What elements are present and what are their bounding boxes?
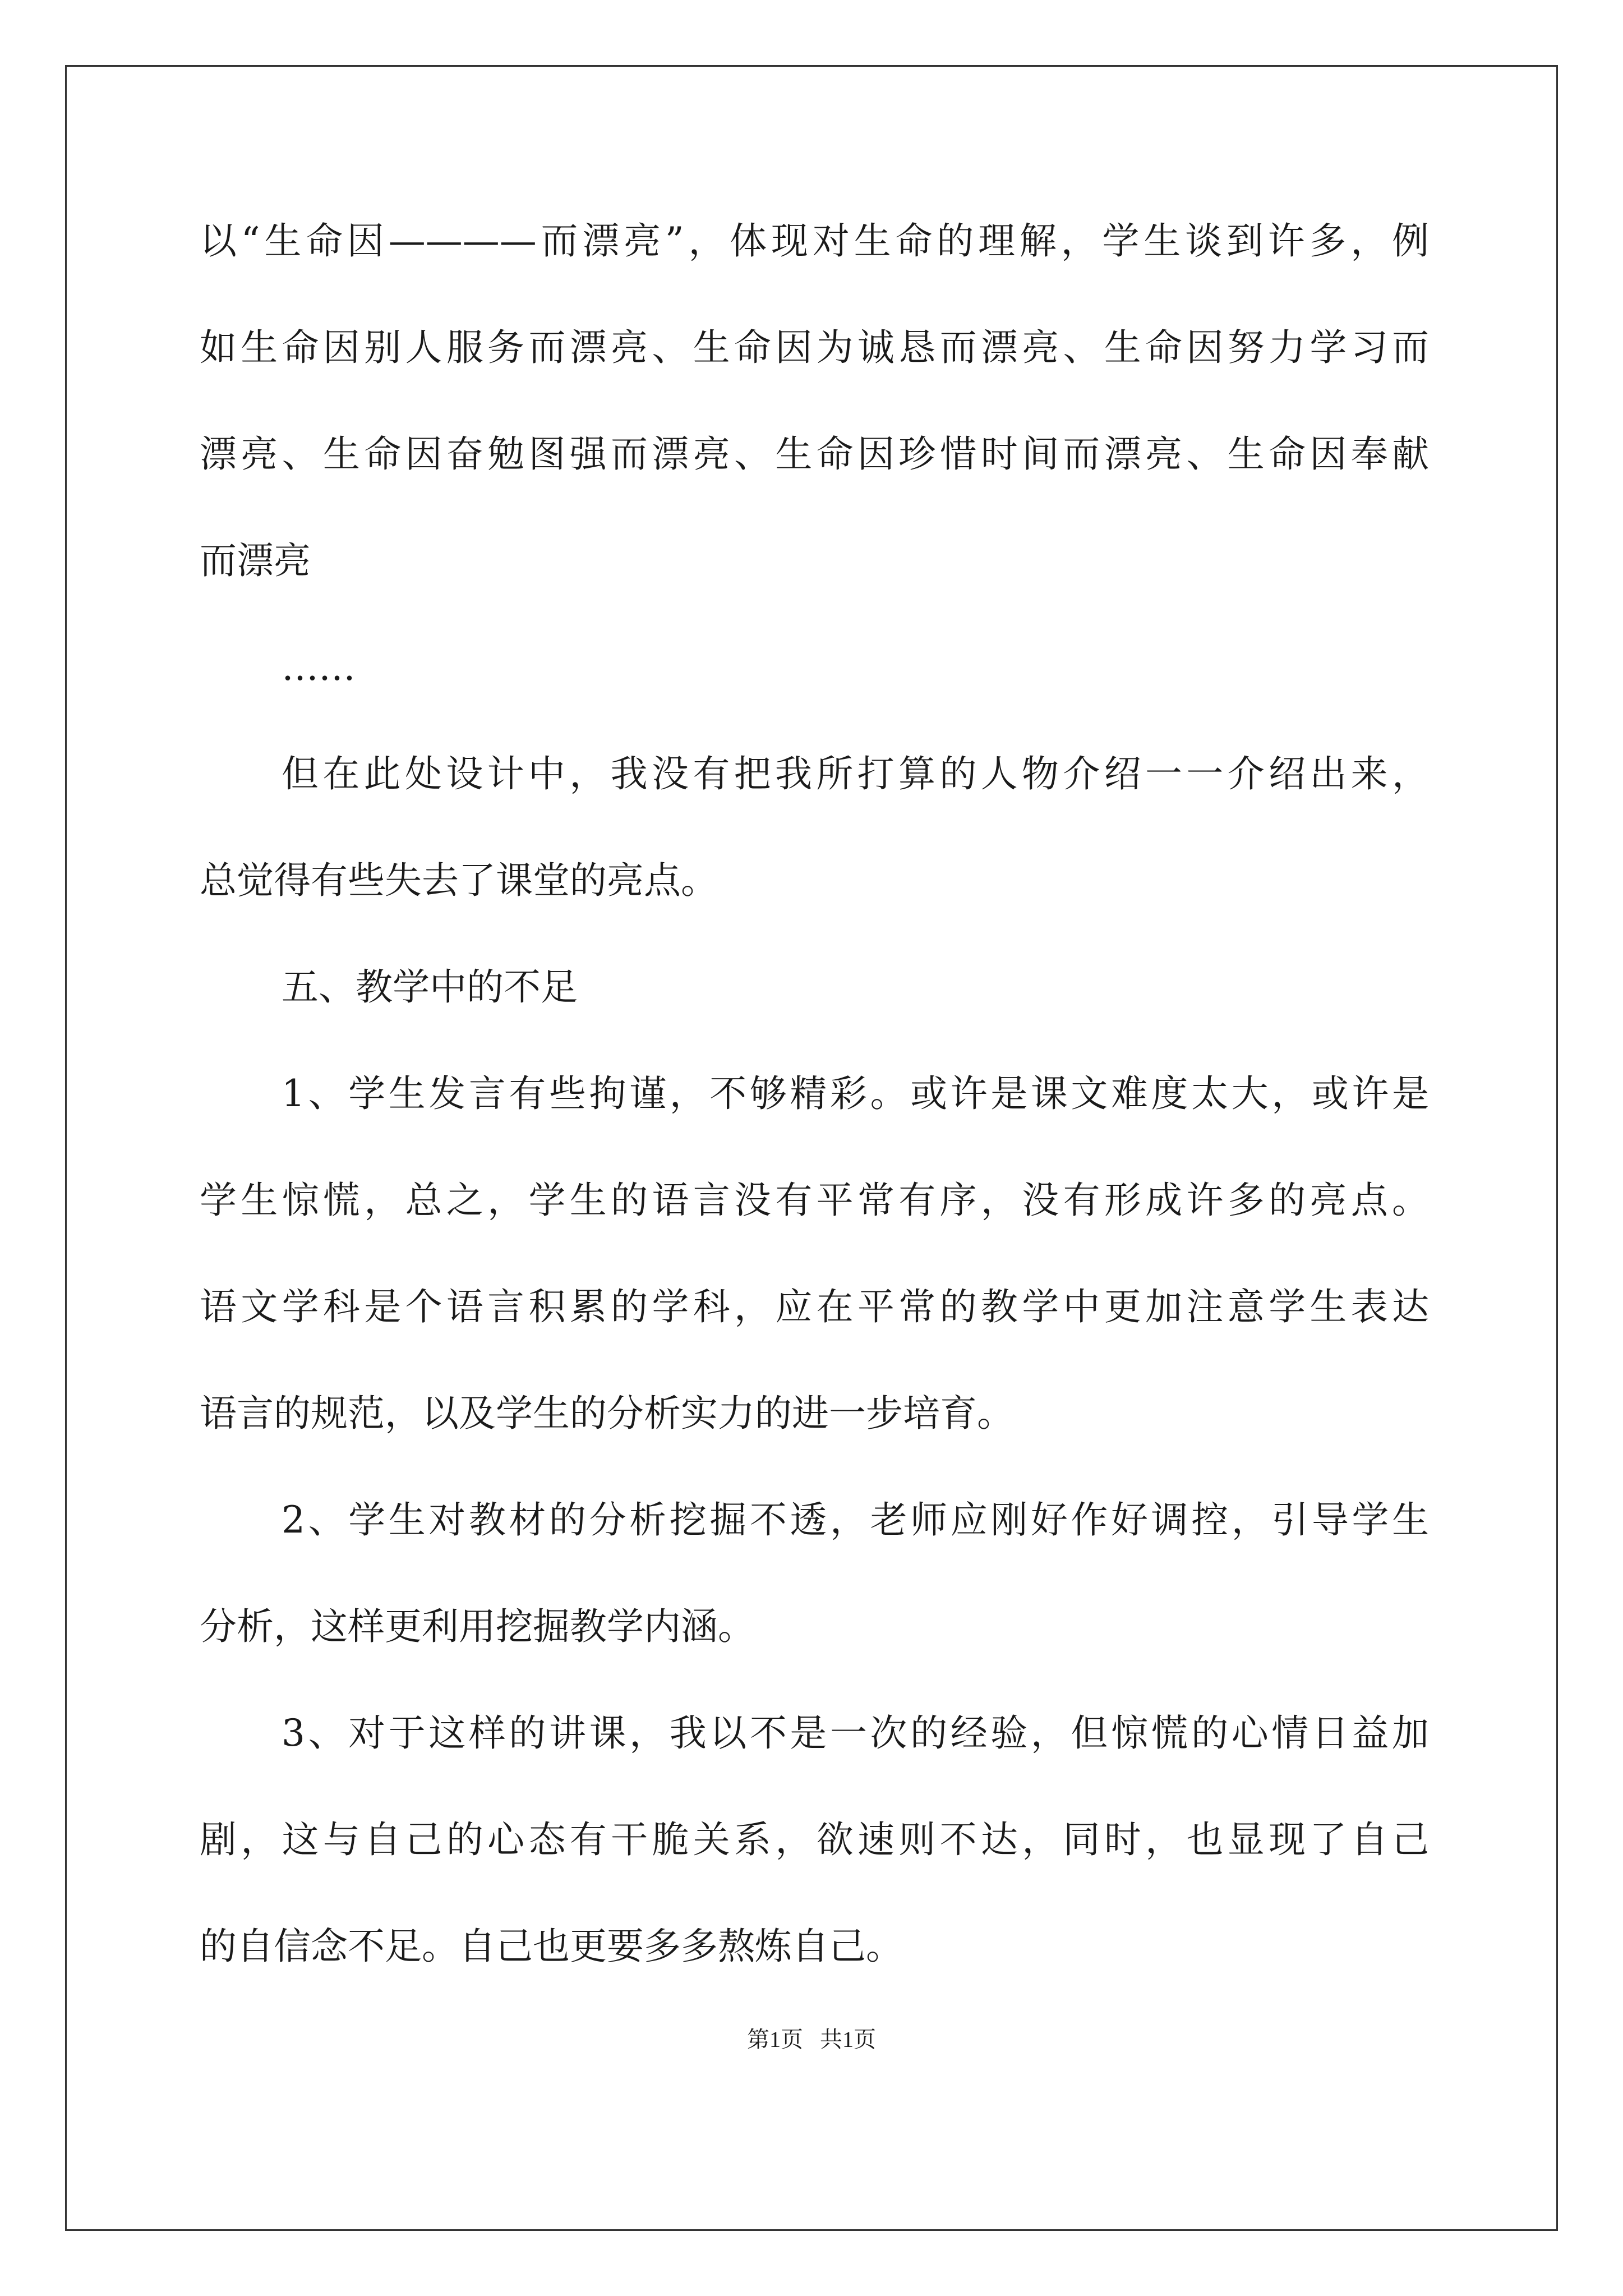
paragraph-line: 剧，这与自己的心态有干脆关系，欲速则不达，同时，也显现了自己	[200, 1818, 1429, 1861]
paragraph-line: 而漂亮	[200, 539, 311, 582]
page-number: 第1页	[747, 2027, 803, 2052]
paragraph-line: 3、对于这样的讲课，我以不是一次的经验，但惊慌的心情日益加	[282, 1711, 1429, 1755]
paragraph-line: 语文学科是个语言积累的学科，应在平常的教学中更加注意学生表达	[200, 1285, 1429, 1328]
paragraph-line: 的自信念不足。自己也更要多多熬炼自己。	[200, 1925, 903, 1968]
paragraph-line: 如生命因别人服务而漂亮、生命因为诚恳而漂亮、生命因努力学习而	[200, 326, 1429, 369]
ellipsis-line: ……	[282, 646, 356, 689]
paragraph-line: 但在此处设计中，我没有把我所打算的人物介绍一一介绍出来，	[282, 752, 1429, 795]
paragraph-line: 总觉得有些失去了课堂的亮点。	[200, 859, 718, 902]
paragraph-line: 1、学生发言有些拘谨，不够精彩。或许是课文难度太大，或许是	[282, 1072, 1429, 1115]
section-heading: 五、教学中的不足	[282, 965, 578, 1009]
page-border	[65, 65, 1558, 2231]
paragraph-line: 语言的规范，以及学生的分析实力的进一步培育。	[200, 1392, 1014, 1435]
paragraph-line: 分析，这样更利用挖掘教学内涵。	[200, 1605, 755, 1648]
paragraph-line: 漂亮、生命因奋勉图强而漂亮、生命因珍惜时间而漂亮、生命因奉献	[200, 432, 1429, 476]
paragraph-line: 学生惊慌，总之，学生的语言没有平常有序，没有形成许多的亮点。	[200, 1179, 1429, 1222]
paragraph-line: 以“生命因————而漂亮”，体现对生命的理解，学生谈到许多，例	[200, 219, 1429, 263]
page-total: 共1页	[820, 2027, 876, 2052]
page-footer	[0, 2022, 1623, 2054]
paragraph-line: 2、学生对教材的分析挖掘不透，老师应刚好作好调控，引导学生	[282, 1498, 1429, 1542]
